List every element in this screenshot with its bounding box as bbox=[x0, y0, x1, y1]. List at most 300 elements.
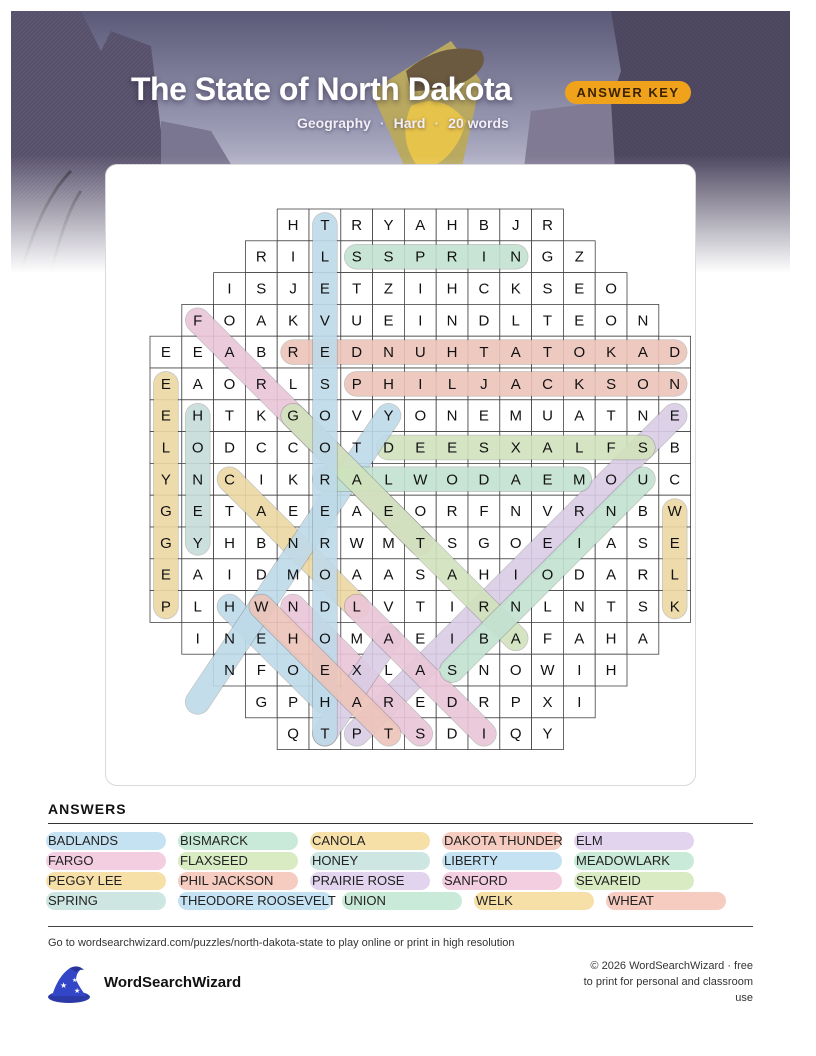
answer-label: MEADOWLARK bbox=[576, 853, 670, 868]
grid-letter: L bbox=[543, 598, 552, 616]
answer-key-badge: ANSWER KEY bbox=[565, 81, 691, 104]
grid-letter: R bbox=[383, 693, 394, 711]
grid-letter: E bbox=[669, 407, 680, 425]
grid-letter: S bbox=[351, 248, 362, 266]
grid-letter: A bbox=[415, 216, 426, 234]
answer-item bbox=[476, 892, 513, 910]
grid-letter: B bbox=[478, 216, 489, 234]
grid-letter: S bbox=[637, 439, 648, 457]
grid-letter: H bbox=[446, 280, 458, 298]
page-title: The State of North Dakota bbox=[131, 71, 512, 107]
grid-letter: R bbox=[446, 503, 458, 521]
grid-letter: A bbox=[637, 630, 648, 648]
grid-letter: C bbox=[255, 439, 267, 457]
divider bbox=[48, 926, 753, 927]
grid-letter: H bbox=[224, 598, 235, 616]
grid-letter: V bbox=[383, 598, 394, 616]
svg-text:★: ★ bbox=[60, 981, 68, 990]
grid-letter: A bbox=[224, 344, 235, 362]
grid-letter: I bbox=[227, 280, 232, 298]
grid-letter: U bbox=[351, 312, 363, 330]
footer-note: Go to wordsearchwizard.com/puzzles/north-dakota-state to play online or print in high resolution bbox=[48, 937, 515, 949]
grid-letter: A bbox=[447, 566, 458, 584]
answer-item bbox=[180, 872, 273, 890]
grid-letter: O bbox=[319, 407, 331, 425]
answer-label: ELM bbox=[576, 833, 603, 848]
grid-letter: S bbox=[256, 280, 267, 298]
grid-letter: H bbox=[605, 662, 617, 680]
grid-letter: S bbox=[637, 534, 648, 552]
grid-letter: B bbox=[256, 534, 267, 552]
grid-letter: A bbox=[383, 630, 394, 648]
answer-item bbox=[48, 892, 98, 910]
grid-letter: L bbox=[447, 375, 457, 393]
grid-letter: I bbox=[418, 280, 423, 298]
grid-letter: O bbox=[414, 503, 427, 521]
answer-label: SPRING bbox=[48, 893, 98, 908]
grid-letter: O bbox=[573, 344, 586, 362]
grid-letter: M bbox=[509, 407, 522, 425]
grid-letter: P bbox=[510, 693, 521, 711]
meta-separator: · bbox=[434, 115, 440, 131]
grid-letter: H bbox=[287, 630, 299, 648]
grid-letter: F bbox=[479, 503, 489, 521]
grid-letter: P bbox=[351, 375, 362, 393]
grid-letter: E bbox=[160, 407, 171, 425]
answers-heading: ANSWERS bbox=[48, 801, 127, 817]
grid-letter: E bbox=[160, 344, 171, 362]
grid-letter: J bbox=[289, 280, 297, 298]
grid-letter: P bbox=[288, 693, 299, 711]
grid-letter: L bbox=[320, 248, 330, 266]
grid-letter: N bbox=[510, 248, 522, 266]
svg-text:★: ★ bbox=[74, 987, 81, 995]
grid-letter: A bbox=[542, 439, 553, 457]
grid-letter: H bbox=[287, 216, 299, 234]
grid-letter: E bbox=[192, 344, 203, 362]
grid-letter: P bbox=[351, 725, 362, 743]
grid-letter: F bbox=[193, 312, 203, 330]
grid-letter: I bbox=[227, 566, 232, 584]
grid-letter: X bbox=[510, 439, 521, 457]
grid-letter: I bbox=[418, 375, 423, 393]
grid-letter: C bbox=[542, 375, 553, 393]
grid-letter: J bbox=[511, 216, 520, 234]
grid-letter: G bbox=[287, 407, 299, 425]
grid-letter: I bbox=[577, 693, 582, 711]
grid-letter: N bbox=[287, 598, 299, 616]
brand-name: WordSearchWizard bbox=[104, 974, 242, 991]
grid-letter: H bbox=[478, 566, 490, 584]
grid-letter: I bbox=[291, 248, 296, 266]
grid-letter: M bbox=[573, 471, 586, 489]
grid-letter: H bbox=[319, 693, 331, 711]
answer-label: PHIL JACKSON bbox=[180, 873, 274, 888]
grid-letter: B bbox=[669, 439, 680, 457]
answer-item bbox=[180, 852, 248, 870]
grid-letter: V bbox=[319, 312, 330, 330]
grid-letter: K bbox=[574, 375, 585, 393]
grid-letter: A bbox=[351, 471, 362, 489]
grid-letter: D bbox=[446, 725, 458, 743]
grid-letter: L bbox=[575, 439, 584, 457]
grid-letter: X bbox=[542, 693, 553, 711]
grid-letter: R bbox=[478, 693, 490, 711]
grid-letter: R bbox=[319, 534, 331, 552]
grid-letter: P bbox=[415, 248, 426, 266]
grid-letter: A bbox=[383, 566, 394, 584]
grid-letter: T bbox=[415, 598, 425, 616]
grid-letter: E bbox=[288, 503, 299, 521]
answer-label: CANOLA bbox=[312, 833, 366, 848]
grid-letter: R bbox=[478, 598, 490, 616]
grid-letter: H bbox=[446, 344, 458, 362]
grid-letter: A bbox=[256, 503, 267, 521]
grid-letter: W bbox=[254, 598, 269, 616]
answer-label: PEGGY LEE bbox=[48, 873, 123, 888]
answer-label: BADLANDS bbox=[48, 833, 119, 848]
grid-letter: A bbox=[415, 662, 426, 680]
grid-letter: E bbox=[319, 344, 330, 362]
grid-letter: S bbox=[415, 725, 426, 743]
grid-letter: L bbox=[511, 312, 520, 330]
grid-letter: T bbox=[606, 407, 616, 425]
grid-letter: A bbox=[510, 375, 521, 393]
grid-letter: W bbox=[540, 662, 555, 680]
grid-letter: B bbox=[637, 503, 648, 521]
grid-letter: E bbox=[192, 503, 203, 521]
meta-separator: · bbox=[379, 115, 385, 131]
grid-letter: I bbox=[450, 598, 455, 616]
grid-letter: T bbox=[224, 407, 235, 425]
grid-letter: S bbox=[447, 534, 458, 552]
grid-letter: D bbox=[478, 312, 490, 330]
grid-letter: E bbox=[319, 503, 330, 521]
grid-letter: O bbox=[605, 280, 617, 298]
grid-letter: K bbox=[606, 344, 617, 362]
grid-letter: G bbox=[160, 503, 172, 521]
grid-letter: Y bbox=[192, 534, 203, 552]
grid-letter: E bbox=[383, 503, 394, 521]
grid-letter: R bbox=[573, 503, 585, 521]
grid-letter: C bbox=[669, 471, 681, 489]
grid-letter: F bbox=[542, 630, 553, 648]
grid-letter: N bbox=[573, 598, 585, 616]
grid-letter: J bbox=[480, 375, 488, 393]
grid-letter: E bbox=[415, 630, 426, 648]
grid-letter: D bbox=[573, 566, 585, 584]
copyright-notice: © 2026 WordSearchWizard · free to print for personal and classroom use bbox=[583, 960, 753, 1004]
grid-letter: T bbox=[224, 503, 235, 521]
grid-letter: T bbox=[383, 725, 394, 743]
grid-letter: A bbox=[256, 312, 267, 330]
grid-letter: O bbox=[287, 662, 299, 680]
grid-letter: I bbox=[195, 630, 200, 648]
answer-label: BISMARCK bbox=[180, 833, 248, 848]
answer-label: HONEY bbox=[312, 853, 359, 868]
answer-item bbox=[48, 852, 94, 870]
grid-letter: H bbox=[224, 534, 235, 552]
grid-letter: C bbox=[224, 471, 235, 489]
grid-letter: E bbox=[415, 693, 426, 711]
answer-item bbox=[576, 852, 670, 870]
grid-letter: A bbox=[606, 566, 617, 584]
grid-letter: A bbox=[351, 503, 362, 521]
answer-item bbox=[48, 832, 118, 850]
grid-letter: O bbox=[191, 439, 204, 457]
grid-letter: V bbox=[351, 407, 362, 425]
grid-letter: T bbox=[542, 344, 553, 362]
grid-letter: E bbox=[415, 439, 426, 457]
grid-letter: A bbox=[510, 344, 521, 362]
grid-letter: E bbox=[447, 439, 458, 457]
answer-item bbox=[608, 892, 654, 910]
grid-letter: I bbox=[513, 566, 518, 584]
answer-item bbox=[444, 872, 508, 890]
grid-letter: E bbox=[160, 566, 171, 584]
grid-letter: I bbox=[259, 471, 264, 489]
grid-letter: O bbox=[605, 312, 617, 330]
grid-letter: Y bbox=[160, 471, 171, 489]
grid-letter: N bbox=[224, 630, 235, 648]
grid-letter: A bbox=[351, 693, 362, 711]
grid-letter: R bbox=[255, 375, 267, 393]
grid-letter: K bbox=[669, 598, 680, 616]
grid-letter: N bbox=[605, 503, 617, 521]
grid-letter: S bbox=[637, 598, 648, 616]
grid-letter: A bbox=[510, 630, 521, 648]
grid-letter: R bbox=[446, 248, 458, 266]
grid-letter: R bbox=[319, 471, 331, 489]
answer-label: SANFORD bbox=[444, 873, 508, 888]
grid-letter: O bbox=[223, 375, 236, 393]
grid-letter: Y bbox=[383, 216, 394, 234]
grid-letter: B bbox=[256, 344, 267, 362]
grid-letter: L bbox=[384, 662, 393, 680]
grid-letter: W bbox=[349, 534, 364, 552]
answer-item bbox=[180, 832, 248, 850]
answer-label: WHEAT bbox=[608, 893, 654, 908]
grid-letter: H bbox=[446, 216, 458, 234]
grid-letter: G bbox=[478, 534, 490, 552]
grid-letter: L bbox=[161, 439, 171, 457]
grid-letter: E bbox=[319, 662, 330, 680]
grid-letter: S bbox=[542, 280, 553, 298]
grid-letter: D bbox=[255, 566, 267, 584]
answer-label: PRAIRIE ROSE bbox=[312, 873, 405, 888]
grid-letter: F bbox=[606, 439, 616, 457]
grid-letter: E bbox=[319, 280, 330, 298]
grid-letter: F bbox=[256, 662, 266, 680]
difficulty-label: Hard bbox=[393, 115, 426, 131]
grid-letter: H bbox=[383, 375, 394, 393]
grid-letter: A bbox=[510, 471, 521, 489]
grid-letter: O bbox=[319, 566, 331, 584]
grid-letter: D bbox=[446, 693, 458, 711]
grid-letter: N bbox=[224, 662, 235, 680]
grid-letter: I bbox=[481, 725, 486, 743]
grid-letter: G bbox=[160, 534, 172, 552]
answer-item bbox=[312, 852, 358, 870]
grid-letter: U bbox=[637, 471, 649, 489]
grid-letter: L bbox=[288, 375, 298, 393]
grid-letter: O bbox=[319, 439, 331, 457]
answer-item bbox=[312, 832, 365, 850]
grid-letter: N bbox=[478, 662, 490, 680]
grid-letter: O bbox=[446, 471, 458, 489]
grid-letter: O bbox=[223, 312, 236, 330]
grid-letter: A bbox=[606, 534, 617, 552]
grid-letter: I bbox=[418, 312, 423, 330]
grid-letter: N bbox=[446, 407, 458, 425]
answer-item bbox=[48, 872, 122, 890]
wizard-hat-logo-icon bbox=[46, 964, 92, 1004]
grid-letter: I bbox=[577, 662, 582, 680]
grid-letter: N bbox=[637, 312, 649, 330]
grid-letter: T bbox=[542, 312, 553, 330]
grid-letter: W bbox=[667, 503, 682, 521]
grid-letter: I bbox=[450, 630, 455, 648]
answer-label: DAKOTA THUNDER bbox=[444, 833, 563, 848]
grid-letter: M bbox=[286, 566, 300, 584]
grid-letter: H bbox=[605, 630, 617, 648]
grid-letter: U bbox=[542, 407, 553, 425]
answer-item bbox=[344, 892, 386, 910]
answer-item bbox=[444, 852, 498, 870]
grid-letter: A bbox=[574, 630, 585, 648]
grid-letter: E bbox=[256, 630, 267, 648]
grid-letter: N bbox=[446, 312, 458, 330]
divider bbox=[48, 823, 753, 824]
grid-letter: S bbox=[478, 439, 489, 457]
grid-letter: S bbox=[319, 375, 330, 393]
grid-letter: A bbox=[192, 566, 203, 584]
grid-letter: D bbox=[383, 439, 394, 457]
grid-letter: M bbox=[350, 630, 363, 648]
answer-label: THEODORE ROOSEVELT bbox=[180, 893, 336, 908]
grid-letter: S bbox=[383, 248, 394, 266]
grid-letter: D bbox=[351, 344, 363, 362]
answer-label: FARGO bbox=[48, 853, 94, 868]
grid-letter: W bbox=[413, 471, 428, 489]
grid-letter: O bbox=[509, 662, 522, 680]
grid-letter: V bbox=[542, 503, 553, 521]
grid-letter: Y bbox=[383, 407, 394, 425]
answer-label: WELK bbox=[476, 893, 513, 908]
grid-letter: P bbox=[160, 598, 171, 616]
grid-letter: L bbox=[352, 598, 361, 616]
grid-letter: T bbox=[479, 344, 489, 362]
answer-label: LIBERTY bbox=[444, 853, 498, 868]
grid-letter: E bbox=[383, 312, 394, 330]
grid-letter: D bbox=[224, 439, 235, 457]
grid-letter: K bbox=[288, 312, 299, 330]
grid-letter: T bbox=[606, 598, 616, 616]
answer-label: SEVAREID bbox=[576, 873, 641, 888]
grid-letter: N bbox=[192, 471, 204, 489]
grid-letter: O bbox=[637, 375, 649, 393]
grid-letter: B bbox=[478, 630, 489, 648]
grid-letter: E bbox=[160, 375, 171, 393]
answer-item bbox=[576, 832, 603, 850]
grid-letter: A bbox=[192, 375, 203, 393]
grid-letter: E bbox=[574, 312, 585, 330]
category-label: Geography bbox=[297, 115, 371, 131]
grid-letter: A bbox=[351, 566, 362, 584]
answer-item bbox=[576, 872, 641, 890]
grid-letter: N bbox=[510, 598, 522, 616]
grid-letter: O bbox=[319, 630, 331, 648]
grid-letter: K bbox=[288, 471, 299, 489]
grid-letter: N bbox=[669, 375, 681, 393]
grid-letter: S bbox=[447, 662, 458, 680]
grid-letter: Q bbox=[509, 725, 522, 743]
grid-letter: N bbox=[287, 534, 299, 552]
word-count-label: 20 words bbox=[448, 115, 509, 131]
grid-letter: N bbox=[637, 407, 649, 425]
grid-letter: A bbox=[637, 344, 648, 362]
grid-letter: Z bbox=[574, 248, 584, 266]
answer-label: UNION bbox=[344, 893, 386, 908]
grid-letter: U bbox=[414, 344, 426, 362]
grid-letter: O bbox=[414, 407, 427, 425]
grid-letter: D bbox=[478, 471, 490, 489]
grid-letter: E bbox=[478, 407, 489, 425]
grid-letter: Y bbox=[542, 725, 553, 743]
grid-letter: T bbox=[352, 439, 362, 457]
grid-letter: E bbox=[542, 534, 553, 552]
grid-letter: R bbox=[542, 216, 553, 234]
grid-letter: T bbox=[352, 280, 362, 298]
grid-letter: O bbox=[605, 471, 617, 489]
grid-letter: R bbox=[637, 566, 649, 584]
grid-letter: C bbox=[287, 439, 299, 457]
svg-text:★: ★ bbox=[72, 977, 78, 984]
grid-letter: O bbox=[541, 566, 554, 584]
grid-letter: T bbox=[415, 534, 425, 552]
grid-letter: K bbox=[256, 407, 267, 425]
grid-letter: L bbox=[193, 598, 202, 616]
grid-letter: A bbox=[574, 407, 585, 425]
grid-letter: D bbox=[319, 598, 331, 616]
grid-letter: M bbox=[382, 534, 395, 552]
answer-label: FLAXSEED bbox=[180, 853, 248, 868]
grid-letter: S bbox=[606, 375, 617, 393]
answer-item bbox=[444, 832, 563, 850]
grid-letter: Q bbox=[287, 725, 299, 743]
grid-letter: T bbox=[320, 725, 330, 743]
grid-letter: D bbox=[669, 344, 681, 362]
grid-letter: E bbox=[542, 471, 553, 489]
answer-item bbox=[180, 892, 336, 910]
grid-letter: G bbox=[255, 693, 268, 711]
grid-letter: E bbox=[669, 534, 680, 552]
grid-letter: I bbox=[481, 248, 486, 266]
grid-letter: Z bbox=[383, 280, 394, 298]
grid-letter: X bbox=[351, 662, 362, 680]
grid-letter: R bbox=[255, 248, 267, 266]
grid-letter: N bbox=[510, 503, 522, 521]
grid-letter: S bbox=[415, 566, 426, 584]
grid-letter: I bbox=[577, 534, 582, 552]
grid-letter: K bbox=[510, 280, 521, 298]
grid-letter: L bbox=[384, 471, 393, 489]
grid-letter: E bbox=[574, 280, 585, 298]
grid-letter: O bbox=[509, 534, 522, 552]
grid-letter: R bbox=[351, 216, 363, 234]
answer-item bbox=[312, 872, 404, 890]
grid-letter: C bbox=[478, 280, 490, 298]
